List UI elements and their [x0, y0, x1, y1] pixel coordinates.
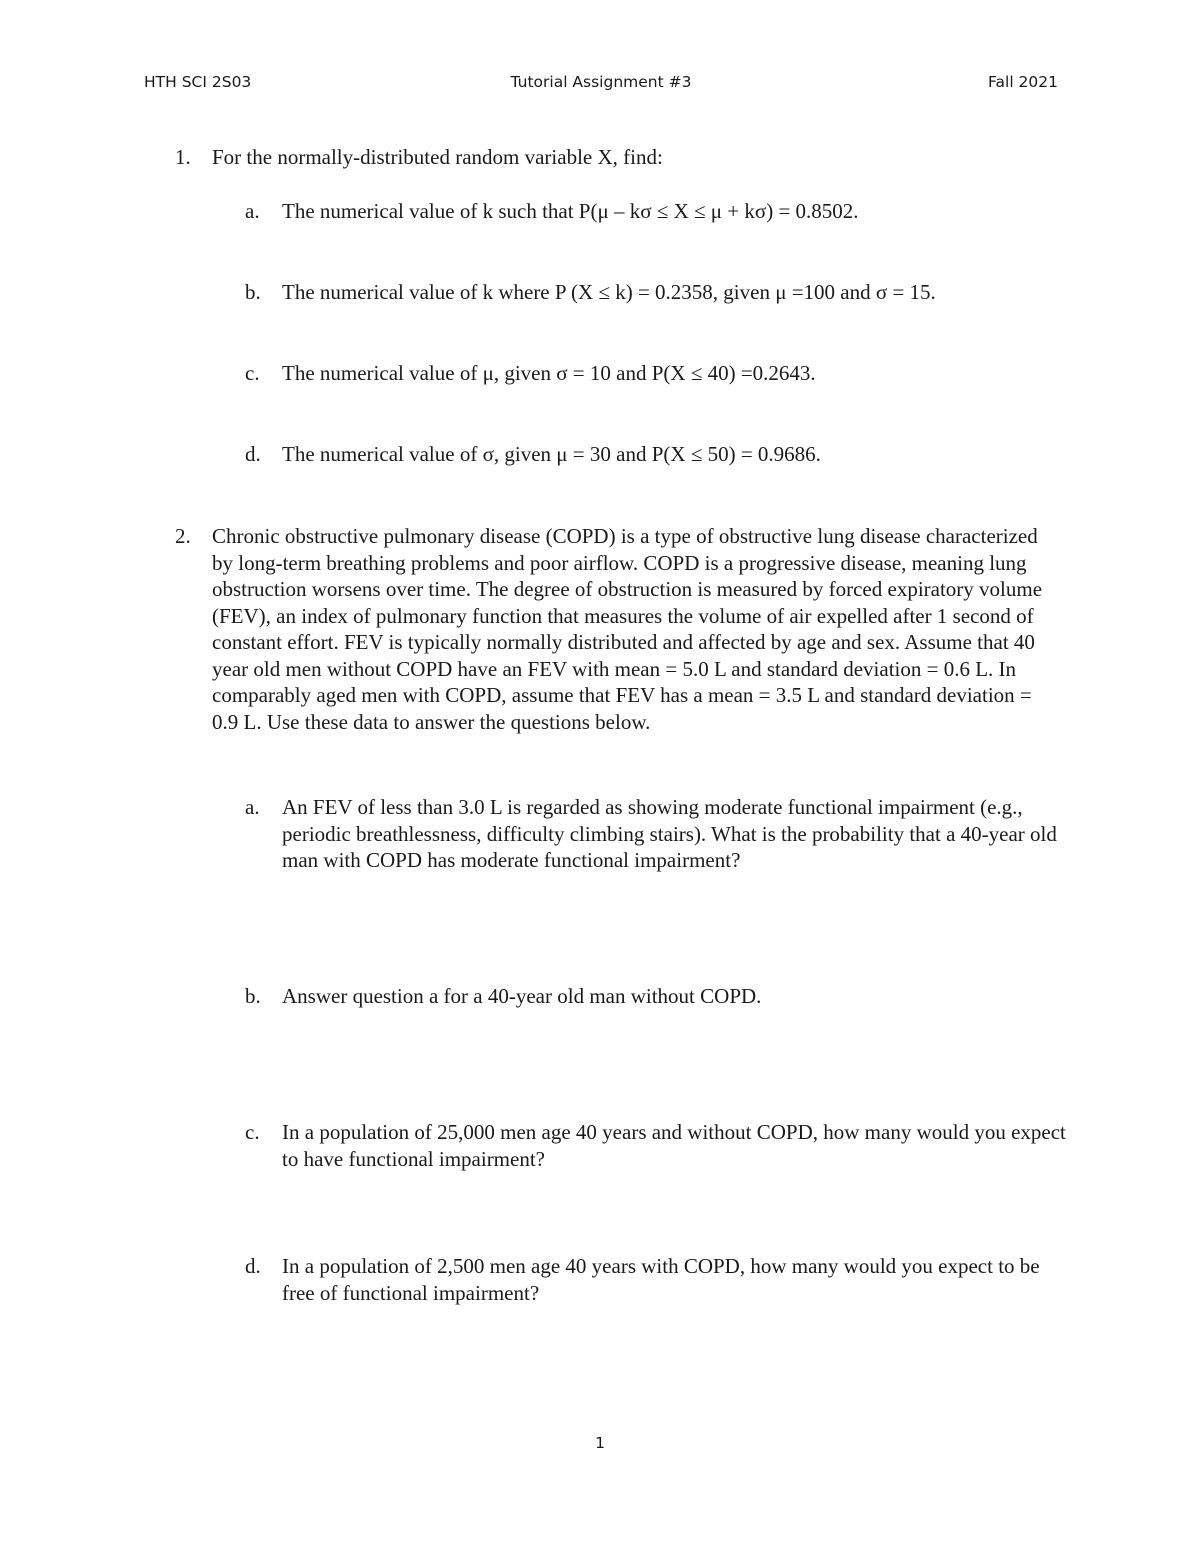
part-letter: b.	[245, 280, 261, 304]
question-1	[175, 144, 1065, 171]
question-2	[175, 523, 1065, 735]
part-letter: c.	[245, 361, 260, 385]
question-1-part-d	[245, 441, 1075, 468]
part-text: The numerical value of k such that P(μ – kσ ≤ X ≤ μ + kσ) = 0.8502.	[282, 199, 859, 223]
question-number: 1.	[175, 145, 191, 169]
part-text: The numerical value of μ, given σ = 10 and P(X ≤ 40) =0.2643.	[282, 361, 816, 385]
question-number: 2.	[175, 524, 191, 548]
page-header	[144, 73, 1058, 97]
part-letter: a.	[245, 795, 260, 819]
header-course-code: HTH SCI 2S03	[144, 73, 252, 91]
part-text: An FEV of less than 3.0 L is regarded as showing moderate functional impairment (e.g., periodic breathlessness, difficulty climbing stairs). What is the probability that a 40-year old man with COPD has moderate functional impairment?	[282, 795, 1057, 872]
question-2-part-b	[245, 983, 1075, 1010]
part-letter: b.	[245, 984, 261, 1008]
part-letter: c.	[245, 1120, 260, 1144]
question-1-part-a	[245, 198, 1075, 225]
header-term: Fall 2021	[988, 73, 1058, 91]
part-text: The numerical value of σ, given μ = 30 and P(X ≤ 50) = 0.9686.	[282, 442, 821, 466]
question-1-part-c	[245, 360, 1075, 387]
question-1-part-b	[245, 279, 1075, 306]
question-text: For the normally-distributed random variable X, find:	[212, 145, 663, 169]
question-text: Chronic obstructive pulmonary disease (COPD) is a type of obstructive lung disease characterized by long-term breathing problems and poor airflow. COPD is a progressive disease, meaning lung obstruction worsens over time. The degree of obstruction is measured by forced expiratory volume (FEV), an index of pulmonary function that measures the volume of air expelled after 1 second of constant effort. FEV is typically normally distributed and affected by age and sex. Assume that 40 year old men without COPD have an FEV with mean = 5.0 L and standard deviation = 0.6 L. In comparably aged men with COPD, assume that FEV has a mean = 3.5 L and standard deviation = 0.9 L. Use these data to answer the questions below.	[212, 524, 1043, 734]
part-text: In a population of 25,000 men age 40 years and without COPD, how many would you expect to have functional impairment?	[282, 1120, 1066, 1171]
question-2-part-c	[245, 1119, 1075, 1172]
part-letter: d.	[245, 1254, 261, 1278]
question-2-part-d	[245, 1253, 1075, 1306]
page-number: 1	[595, 1434, 605, 1452]
part-text: In a population of 2,500 men age 40 years with COPD, how many would you expect to be free of functional impairment?	[282, 1254, 1040, 1305]
part-letter: a.	[245, 199, 260, 223]
question-2-part-a	[245, 794, 1075, 874]
part-letter: d.	[245, 442, 261, 466]
header-title: Tutorial Assignment #3	[510, 73, 692, 91]
part-text: The numerical value of k where P (X ≤ k) = 0.2358, given μ =100 and σ = 15.	[282, 280, 936, 304]
part-text: Answer question a for a 40-year old man without COPD.	[282, 984, 762, 1008]
